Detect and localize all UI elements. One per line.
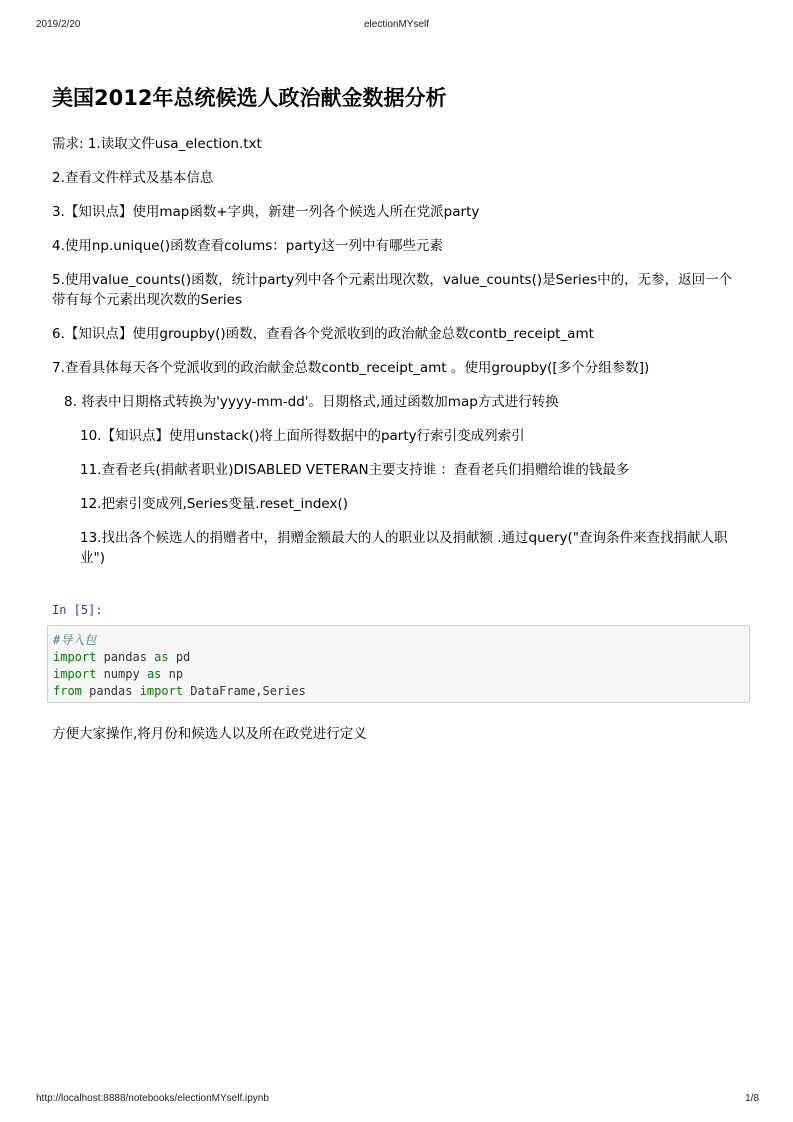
code-comment: #导入包 [53,633,97,647]
code-keyword: as [146,667,162,681]
code-text: DataFrame,Series [183,684,306,698]
step-12: 12.把索引变成列,Series变量.reset_index() [80,496,348,512]
code-text: pandas [81,684,140,698]
code-block [53,632,306,700]
code-cell[interactable] [47,625,750,703]
step-11: 11.查看老兵(捐献者职业)DISABLED VETERAN主要支持谁 ：查看老兵们捐赠给谁的钱最多 [80,462,630,478]
code-keyword: import [53,650,97,664]
code-text: pd [168,650,191,664]
print-date: 2019/2/20 [36,19,81,30]
page-title: 美国2012年总统候选人政治献金数据分析 [52,86,447,110]
step-13: 13.找出各个候选人的捐赠者中，捐赠金额最大的人的职业以及捐献额 .通过query("查询条件来查找捐献人职业") [80,530,728,566]
markdown-text: 方便大家操作,将月份和候选人以及所在政党进行定义 [52,726,367,742]
code-text: np [161,667,184,681]
code-keyword: from [53,684,82,698]
code-text: pandas [96,650,155,664]
step-3: 3.【知识点】使用map函数+字典，新建一列各个候选人所在党派party [52,204,480,220]
step-4: 4.使用np.unique()函数查看colums：party这一列中有哪些元素 [52,238,443,254]
print-title: electionMYself [363,19,430,30]
step-7: 7.查看具体每天各个党派收到的政治献金总数contb_receipt_amt 。使用groupby([多个分组参数]) [52,360,650,376]
step-2: 2.查看文件样式及基本信息 [52,170,214,186]
cell-prompt: In [5]: [52,603,103,617]
step-5: 5.使用value_counts()函数，统计party列中各个元素出现次数，value_counts()是Series中的，无参，返回一个带有每个元素出现次数的Series [52,272,733,308]
footer-url: http://localhost:8888/notebooks/electionMYself.ipynb [36,1093,269,1104]
page-number: 1/8 [745,1093,759,1104]
code-keyword: as [154,650,169,664]
step-10: 10.【知识点】使用unstack()将上面所得数据中的party行索引变成列索引 [80,428,525,444]
step-6: 6.【知识点】使用groupby()函数，查看各个党派收到的政治献金总数contb_receipt_amt [52,326,594,342]
requirement-paragraph: 需求: 1.读取文件usa_election.txt [52,136,262,152]
step-8: 8. 将表中日期格式转换为'yyyy-mm-dd'。日期格式,通过函数加map方式进行转换 [64,394,559,410]
code-keyword: import [53,667,97,681]
code-text: numpy [96,667,147,681]
code-keyword: import [139,684,184,698]
